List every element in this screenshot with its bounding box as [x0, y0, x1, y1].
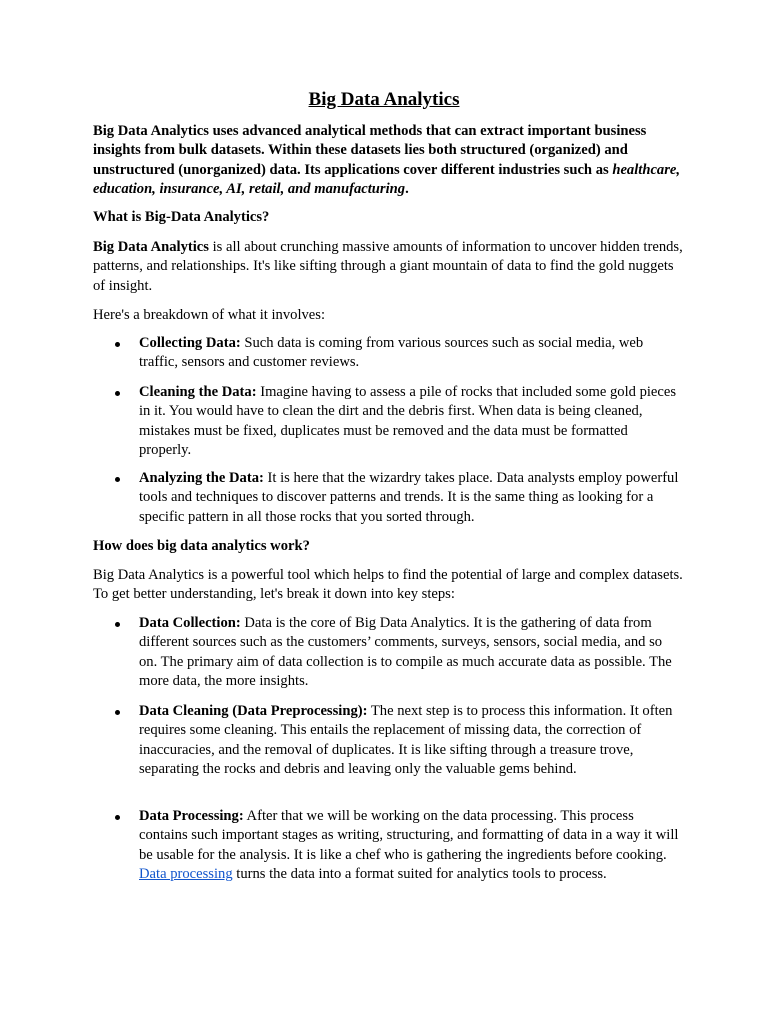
- intro-end: .: [405, 181, 409, 198]
- list-item: [93, 614, 683, 692]
- intro-text: Big Data Analytics uses advanced analytical methods that can extract important business insights from bulk datasets. Within these datasets lies both structured (organized) and unstructured (unorganized) data. Its applications cover different industries such as: [93, 123, 647, 178]
- definition-bold: Big Data Analytics: [93, 239, 209, 255]
- bullet-icon: [115, 815, 120, 820]
- list-item-text: Such data is coming from various sources such as social media, web traffic, sensors and customer reviews.: [139, 335, 644, 371]
- list-item-label: Data Collection:: [139, 615, 241, 631]
- bullet-icon: [115, 710, 120, 715]
- definition-text: is all about crunching massive amounts of information to uncover hidden trends, patterns, and relationships. It's like sifting through a giant mountain of data to find the gold nuggets of insight.: [93, 239, 683, 294]
- list-item-text-after: turns the data into a format suited for analytics tools to process.: [232, 866, 607, 883]
- list-item: [93, 702, 683, 780]
- intro-industries: healthcare, education, insurance, AI, retail, and manufacturing: [93, 161, 681, 198]
- list-item: [93, 469, 683, 527]
- bullet-icon: [115, 391, 120, 396]
- list-item-label: Data Processing:: [139, 808, 244, 824]
- list-item: [93, 807, 683, 885]
- list-item-text: After that we will be working on the data processing. This process contains such important stages as writing, structuring, and formatting of data in a way it will be usable for the analysis. It is like a chef who is gathering the ingredients before cooking.: [139, 808, 679, 863]
- data-processing-link[interactable]: Data processing: [139, 866, 233, 883]
- list-item-label: Cleaning the Data:: [139, 384, 257, 400]
- intro-paragraph: [93, 122, 683, 200]
- list-item-label: Analyzing the Data:: [139, 470, 264, 486]
- section-heading-what-is: What is Big-Data Analytics?: [93, 209, 270, 225]
- bullet-icon: [115, 342, 120, 347]
- bullet-icon: [115, 622, 120, 627]
- list-item-text: It is here that the wizardry takes place. Data analysts employ powerful tools and techniques to discover patterns and trends. It is the same thing as looking for a specific pattern in all those rocks that you sorted through.: [139, 470, 679, 525]
- breakdown-lead: Here's a breakdown of what it involves:: [93, 307, 326, 323]
- list-item: [93, 334, 683, 373]
- definition-paragraph: [93, 238, 683, 296]
- bullet-icon: [115, 477, 120, 482]
- list-item-text: Data is the core of Big Data Analytics. It is the gathering of data from different sources such as the customers’ comments, surveys, sensors, social media, and so on. The primary aim of data collection is to compile as much accurate data as possible. The more data, the more insights.: [139, 615, 672, 690]
- page-title: Big Data Analytics: [308, 89, 460, 110]
- list-item-label: Data Cleaning (Data Preprocessing):: [139, 703, 368, 719]
- how-it-works-paragraph: Big Data Analytics is a powerful tool which helps to find the potential of large and complex datasets. To get better understanding, let's break it down into key steps:: [93, 567, 683, 603]
- list-item: [93, 383, 683, 461]
- list-item-text: Imagine having to assess a pile of rocks that included some gold pieces in it. You would have to clean the dirt and the debris first. When data is being cleaned, mistakes must be fixed, duplicates must be removed and the data must be formatted properly.: [139, 384, 677, 459]
- section-heading-how-it-works: How does big data analytics work?: [93, 538, 310, 554]
- list-item-text: The next step is to process this information. It often requires some cleaning. This entails the replacement of missing data, the correction of inaccuracies, and the removal of duplicates. It is like sifting through a treasure trove, separating the rocks and debris and leaving only the valuable gems behind.: [139, 703, 673, 778]
- list-item-label: Collecting Data:: [139, 335, 241, 351]
